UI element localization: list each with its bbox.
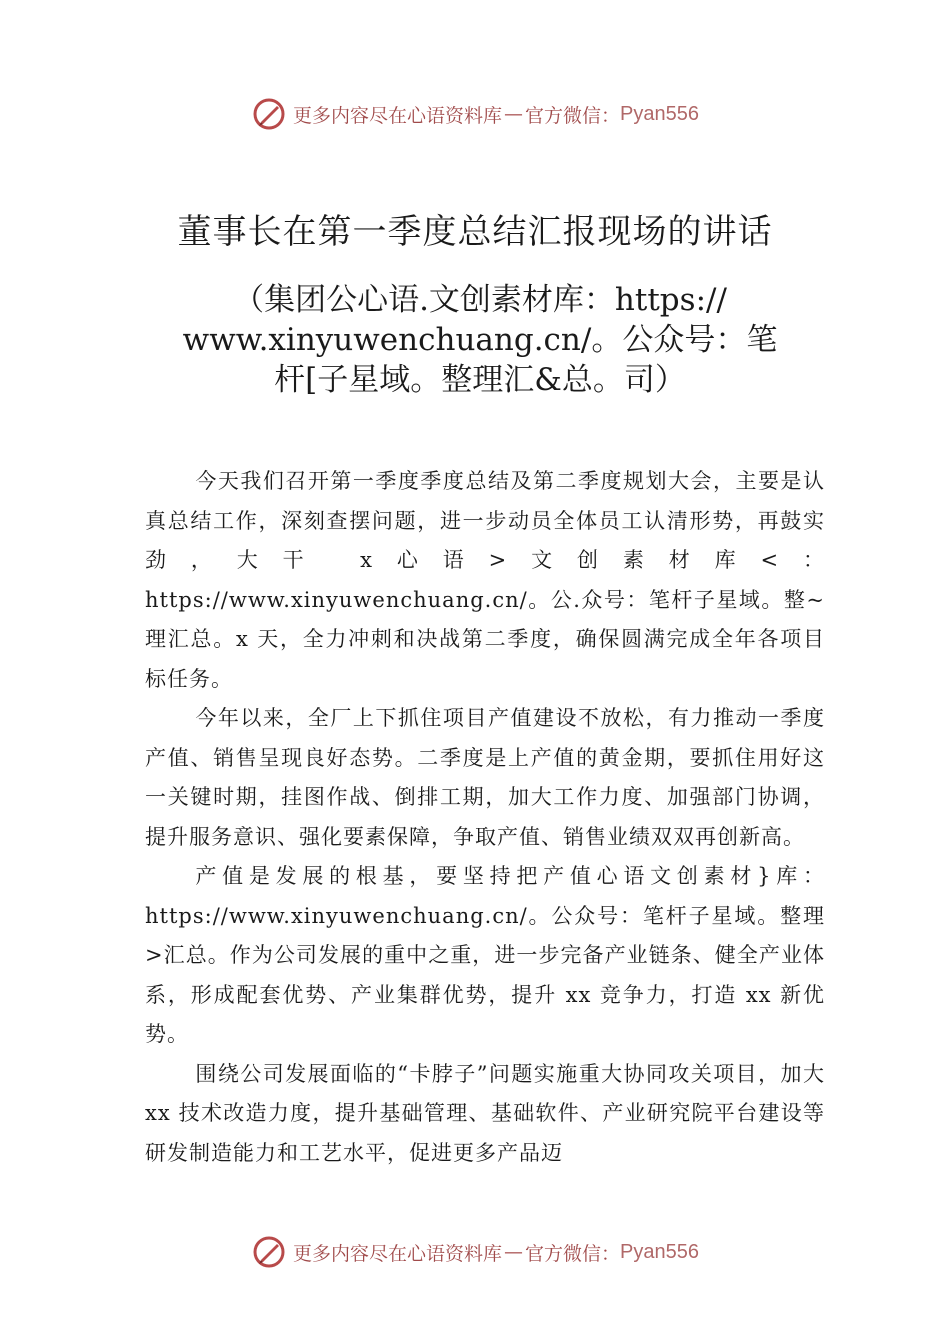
footer-banner bbox=[0, 1232, 950, 1272]
paragraph: 围绕公司发展面临的“卡脖子”问题实施重大协同攻关项目，加大 xx 技术改造力度，提升基础管理、基础软件、产业研究院平台建设等研发制造能力和工艺水平，促进更多产品迈 bbox=[145, 1061, 825, 1165]
banner-text: 更多内容尽在心语资料库 bbox=[293, 1242, 503, 1265]
document-body bbox=[145, 462, 825, 1173]
banner-wechat-id: Pyan556 bbox=[620, 1240, 699, 1263]
document-title: 董事长在第一季度总结汇报现场的讲话 bbox=[177, 212, 773, 252]
paragraph: 今天我们召开第一季度季度总结及第二季度规划大会，主要是认真总结工作，深刻查摆问题，进一步动员全体员工认清形势，再鼓实劲，大干 x心语>文创素材库<：https://www.xinyuwenchuang.cn/。公.众号：笔杆子星域。整~理汇总。x 天，全力冲刺和决战第二季度，确保圆满完成全年各项目标任务。 bbox=[145, 469, 825, 691]
banner-text: 更多内容尽在心语资料库 bbox=[293, 104, 503, 127]
pen-logo-icon bbox=[251, 96, 287, 132]
banner-wechat-id: Pyan556 bbox=[620, 102, 699, 125]
banner-separator: — bbox=[504, 103, 524, 125]
pen-logo-icon bbox=[251, 1234, 287, 1270]
paragraph: 产值是发展的根基，要坚持把产值心语文创素材}库：https://www.xinyuwenchuang.cn/。公众号：笔杆子星域。整理>汇总。作为公司发展的重中之重，进一步完备产业链条、健全产业体系，形成配套优势、产业集群优势，提升 xx 竞争力，打造 xx 新优势。 bbox=[145, 864, 825, 1046]
banner-label: 官方微信： bbox=[525, 104, 621, 127]
paragraph: 今年以来，全厂上下抓住项目产值建设不放松，有力推动一季度产值、销售呈现良好态势。二季度是上产值的黄金期，要抓住用好这一关键时期，挂图作战、倒排工期，加大工作力度、加强部门协调，提升服务意识、强化要素保障，争取产值、销售业绩双双再创新高。 bbox=[145, 706, 825, 849]
header-banner bbox=[0, 94, 950, 134]
banner-label: 官方微信： bbox=[525, 1242, 621, 1265]
document-subtitle: （集团公心语.文创素材库：https:// www.xinyuwenchuang.cn/。公众号：笔杆[子星域。整理汇&总。司） bbox=[182, 282, 778, 398]
banner-separator: — bbox=[504, 1241, 524, 1263]
